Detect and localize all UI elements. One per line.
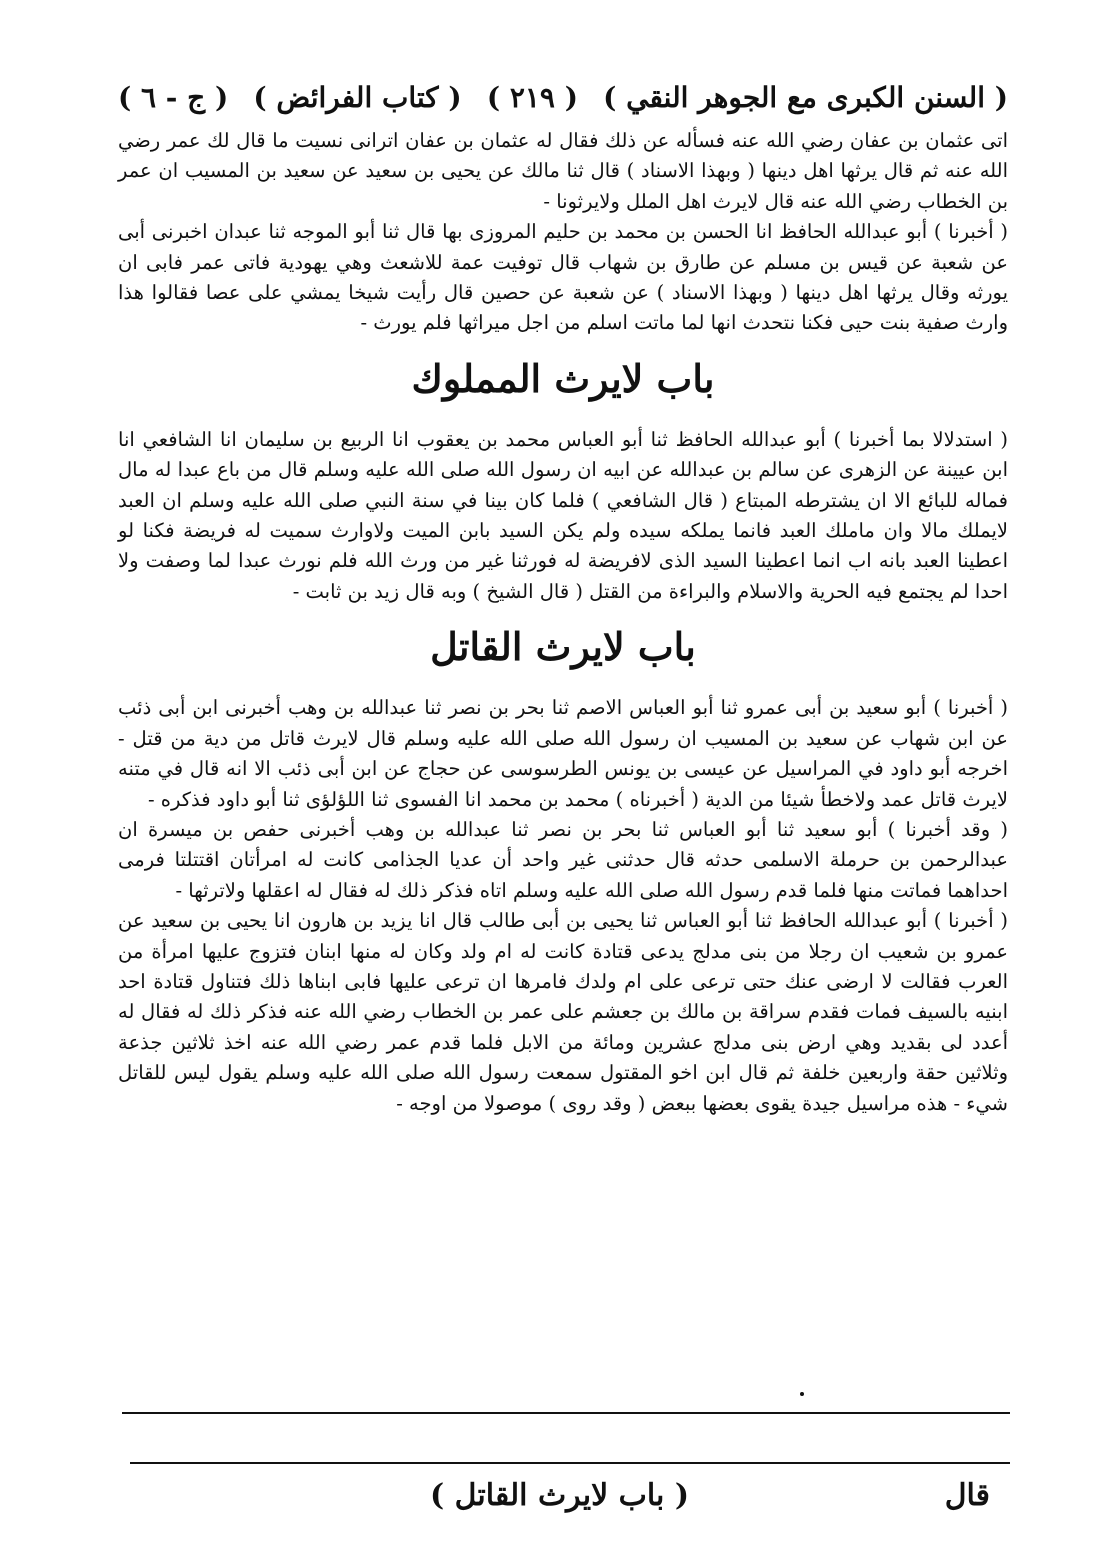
book-title: ( السنن الكبرى مع الجوهر النقي ) — [603, 81, 1008, 114]
body-block-3 — [118, 693, 1008, 1119]
chapter-heading-killer: باب لايرث القاتل — [430, 624, 696, 670]
divider-rule-top — [122, 1412, 1010, 1414]
section-title: ( كتاب الفرائض ) — [253, 81, 462, 114]
volume-number: ( ج - ٦ ) — [118, 81, 229, 114]
footer-right-word: قال — [944, 1477, 990, 1513]
page — [118, 70, 1008, 1119]
paragraph: ( أخبرنا ) أبو عبدالله الحافظ انا الحسن بن محمد بن حليم المروزى بها قال ثنا أبو الموجه ثنا عبدان اخبرنى أبى عن شعبة عن قيس بن مسلم عن طارق بن شهاب قال توفيت عمة للاشعث وهي يهودية فاتى عمر فابى ان يورثه وقال يرثها اهل دينها ( وبهذا الاسناد ) عن شعبة عن حصين قال رأيت شيخا يمشي على عصا فقالوا هذا وارث صفية بنت حيى فكنا نتحدث انها لما ماتت اسلم من اجل ميراثها فلم يورث - — [118, 220, 1008, 335]
paragraph: ( أخبرنا ) أبو عبدالله الحافظ ثنا أبو العباس ثنا يحيى بن أبى طالب قال انا يزيد بن هارون انا يحيى بن سعيد عن عمرو بن شعيب ان رجلا من بنى مدلج يدعى قتادة كانت له ام ولد وكان له منها ابنان فتزوج عليها امرأة من العرب فقالت لا ارضى عنك حتى ترعى على ام ولدك فامرها ان ترعى عليها فابى ابناها ذلك فتناول قتادة احد ابنيه بالسيف فمات فقدم سراقة بن مالك بن جعشم على عمر بن الخطاب رضي الله عنه فذكر ذلك له فقال له أعدد لى بقديد وهي ارض بنى مدلج عشرين ومائة من الابل فلما قدم عمر رضي الله عنه اخذ ثلاثين جذعة وثلاثين حقة واربعين خلفة ثم قال ابن اخو المقتول سمعت رسول الله صلى الله عليه وسلم يقول ليس للقاتل شيء - هذه مراسيل جيدة يقوى بعضها ببعض ( وقد روى ) موصولا من اوجه - — [118, 909, 1008, 1115]
chapter-heading-slave: باب لايرث المملوك — [411, 355, 715, 401]
running-header — [118, 70, 1008, 126]
ink-dot — [800, 1392, 804, 1396]
paragraph: ( أخبرنا ) أبو سعيد بن أبى عمرو ثنا أبو العباس الاصم ثنا بحر بن نصر ثنا عبدالله بن وهب أخبرنى ابن أبى ذئب عن ابن شهاب عن سعيد بن المسيب ان رسول الله صلى الله عليه وسلم قال لايرث قاتل من دية من قتل - اخرجه أبو داود في المراسيل عن عيسى بن يونس الطرسوسى عن حجاج عن ابن أبى ذئب الا انه قال في متنه لايرث قاتل عمد ولاخطأ شيئا من الدية ( أخبرناه ) محمد بن محمد انا الفسوى ثنا اللؤلؤى ثنا أبو داود فذكره - — [118, 696, 1008, 811]
footer-chapter-ref: ( باب لايرث القاتل ) — [430, 1477, 690, 1513]
footer-note — [430, 1470, 990, 1520]
page-number: ( ٢١٩ ) — [486, 81, 578, 114]
divider-rule-bottom — [130, 1462, 1010, 1464]
paragraph: ( وقد أخبرنا ) أبو سعيد ثنا أبو العباس ثنا بحر بن نصر ثنا عبدالله بن وهب أخبرنى حفص بن ميسرة ان عبدالرحمن بن حرملة الاسلمى حدثه قال حدثنى غير واحد أن عديا الجذامى كانت له امرأتان اقتتلتا فرمى احداهما فماتت منها فلما قدم رسول الله صلى الله عليه وسلم اتاه فذكر ذلك له فقال له اعقلها ولاترثها - — [118, 817, 1008, 902]
body-block-2 — [118, 425, 1008, 607]
paragraph: ( استدلالا بما أخبرنا ) أبو عبدالله الحافظ ثنا أبو العباس محمد بن يعقوب انا الربيع بن سليمان انا الشافعي انا ابن عيينة عن الزهرى عن سالم بن عبدالله عن ابيه ان رسول الله صلى الله عليه وسلم قال من باع عبدا له مال فماله للبائع الا ان يشترطه المبتاع ( قال الشافعي ) فلما كان بينا في سنة النبي صلى الله عليه وسلم ان العبد لايملك مالا وان ماملك العبد فانما يملكه سيده ولم يكن السيد بابن الميت ولاوارث سميت له فريضة فكنا لو اعطينا العبد بانه اب انما اعطينا السيد الذى لافريضة له فورثنا غير من ورث الله فلم نورث عبدا لما وصفت ولا احدا لم يجتمع فيه الحرية والاسلام والبراءة من القتل ( قال الشيخ ) وبه قال زيد بن ثابت - — [118, 427, 1008, 603]
paragraph: اتى عثمان بن عفان رضي الله عنه فسأله عن ذلك فقال له عثمان بن عفان اترانى نسيت ما قال لك عمر رضي الله عنه ثم قال يرثها اهل دينها ( وبهذا الاسناد ) قال ثنا مالك عن يحيى بن سعيد عن سعيد بن المسيب ان عمر بن الخطاب رضي الله عنه قال لايرث اهل الملل ولايرثونا - — [118, 129, 1008, 213]
body-block-1 — [118, 126, 1008, 339]
